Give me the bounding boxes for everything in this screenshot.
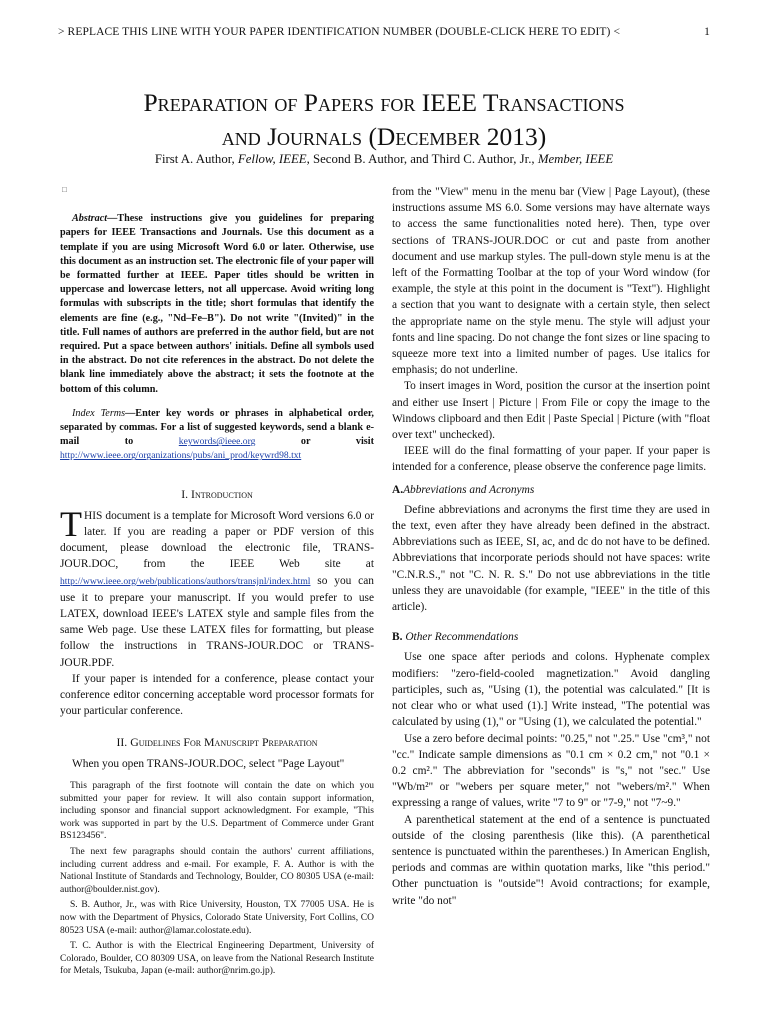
- recommendations-paragraph-3: A parenthetical statement at the end of a sentence is punctuated outside of the closing parenthesis (like this). (A parenthetical sentence is punctuated within the parentheses.) In American English, periods and commas are within quotation marks, like "this period." Other punctuation is "outside"! Avoid contractions; for example, write "do not": [392, 813, 710, 907]
- intro-p1-end: so you can use it to prepare your manuscript. If you would prefer to use LATEX, download IEEE's LATEX style and sample files from the same Web page. Use these LATEX files for formatting, but please follow the instructions in TRANS-JOUR.DOC or TRANS-JOUR.PDF.: [60, 574, 374, 669]
- abstract-body: —These instructions give you guidelines for preparing papers for IEEE Transactions and Journals. Use this document as a template if you are using Microsoft Word 6.0 or later. Otherwise, use this document as an instruction set. The electronic file of your paper will be formatted further at IEEE. Paper titles should be written in uppercase and lowercase letters, not all uppercase. Avoid writing long formulas with subscripts in the title; short formulas that identify the elements are fine (e.g., "Nd–Fe–B"). Do not write "(Invited)" in the title. Full names of authors are preferred in the author field, but are not required. Put a space between authors' initials. Define all symbols used in the abstract. Do not cite references in the abstract. Do not delete the blank line immediately above the abstract; it sets the footnote at the bottom of this column.: [60, 213, 374, 395]
- footnote-3: S. B. Author, Jr., was with Rice University, Houston, TX 77005 USA. He is now with the Department of Physics, Colorado State University, Fort Collins, CO 80523 USA (e-mail: author@lamar.colostate.edu).: [60, 900, 374, 936]
- subsection-b-title: Other Recommendations: [405, 631, 519, 644]
- index-terms: [60, 407, 374, 464]
- page-number: 1: [704, 26, 710, 38]
- header-text: > REPLACE THIS LINE WITH YOUR PAPER IDENTIFICATION NUMBER (DOUBLE-CLICK HERE TO EDIT) <: [58, 26, 621, 38]
- footnotes: [60, 780, 374, 981]
- authors-middle: , Second B. Author, and Third C. Author, Jr.,: [306, 152, 538, 166]
- index-terms-or-visit: or visit: [255, 436, 374, 448]
- guidelines-paragraph-1: When you open TRANS-JOUR.DOC, select "Page Layout": [72, 757, 345, 770]
- index-terms-label: Index Terms: [72, 407, 126, 419]
- intro-paragraph-2: If your paper is intended for a conference, please contact your conference editor concerning acceptable word processor formats for your particular conference.: [60, 672, 374, 718]
- abbreviations-paragraph: Define abbreviations and acronyms the first time they are used in the text, even after they have already been defined in the abstract. Abbreviations such as IEEE, SI, ac, and dc do not have to be defined. Abbreviations that incorporate periods should not have spaces: write "C.N.R.S.," not "C. N. R. S." Do not use abbreviations in the title unless they are unavoidable (for example, "IEEE" in the title of this article).: [392, 503, 710, 614]
- intro-paragraph-1: [60, 503, 374, 671]
- drop-cap: T: [60, 503, 82, 544]
- subsection-b-letter: B.: [392, 631, 403, 644]
- keywords-url-link[interactable]: http://www.ieee.org/organizations/pubs/ani_prod/keywrd98.txt: [60, 450, 302, 462]
- recommendations-paragraph-1: Use one space after periods and colons. Hyphenate complex modifiers: "zero-field-cooled magnetization." Avoid dangling participles, such as, "Using (1), the potential was calculated." [It is not clear who or what used (1).] Write instead, "The potential was calculated by using (1)," or "Using (1), we calculated the potential.": [392, 651, 710, 729]
- intro-p1-start: HIS document is a template for Microsoft Word versions 6.0 or later. If you are reading a paper or PDF version of this document, please download the electronic file, TRANS-JOUR.DOC, from the IEEE Web site at: [60, 509, 374, 571]
- keywords-email-link[interactable]: keywords@ieee.org: [178, 436, 256, 448]
- paper-title: [0, 86, 768, 154]
- abstract: [60, 212, 374, 397]
- author-line: [0, 152, 768, 167]
- title-line-2: and Journals (December 2013): [221, 122, 547, 151]
- subsection-heading-abbreviations: [392, 482, 710, 498]
- section-heading-introduction: I. Introduction: [181, 486, 253, 501]
- index-terms-body: —Enter key words or phrases in alphabetical order, separated by commas. For a list of suggested keywords, send a blank e-mail to: [60, 407, 374, 448]
- author-1: First A. Author,: [154, 152, 238, 166]
- title-line-1: Preparation of Papers for IEEE Transactions: [143, 88, 625, 117]
- abstract-label: Abstract: [72, 213, 108, 225]
- subsection-heading-recommendations: [392, 629, 710, 645]
- blank-line-marker: □: [62, 185, 67, 194]
- left-column: [60, 184, 374, 772]
- footnote-2: The next few paragraphs should contain the authors' current affiliations, including current address and e-mail. For example, F. A. Author is with the National Institute of Standards and Technology, Boulder, CO 80305 USA (e-mail: author@boulder.nist.gov).: [60, 846, 374, 895]
- author-1-affiliation: Fellow, IEEE: [237, 152, 307, 166]
- recommendations-paragraph-2: Use a zero before decimal points: "0.25," not ".25." Use "cm³," not "cc." Indicate sample dimensions as "0.1 cm × 0.2 cm," not "0.1 × 0.2 cm²." The abbreviation for "seconds" is "s," not "sec." Use "Wb/m²" or "webers per square meter," not "webers/m²." When expressing a range of values, write "7 to 9" or "7-9," not "7~9.": [392, 732, 710, 810]
- section-heading-guidelines: II. Guidelines For Manuscript Preparation: [116, 734, 318, 749]
- final-formatting-paragraph: IEEE will do the final formatting of your paper. If your paper is intended for a conference, please observe the conference page limits.: [392, 445, 710, 474]
- guidelines-continued: from the "View" menu in the menu bar (View | Page Layout), (these instructions assume MS 6.0. Some versions may have alternate ways to access the same functionalities noted here). Then, type over sections of TRANS-JOUR.DOC or cut and paste from another document and use markup styles. The pull-down style menu is at the left of the Formatting Toolbar at the top of your Word window (for example, the style at this point in the document is "Text"). Highlight a section that you want to designate with a certain style, then select the appropriate name on the style menu. The style will adjust your fonts and line spacing. Do not change the font sizes or line spacing to squeeze more text into a limited number of pages. Use italics for emphasis; do not underline.: [392, 186, 710, 377]
- running-header: [58, 26, 710, 38]
- right-column: [392, 184, 710, 909]
- subsection-a-letter: A.: [392, 483, 404, 496]
- footnote-4: T. C. Author is with the Electrical Engineering Department, University of Colorado, Boulder, CO 80309 USA, on leave from the National Research Institute for Metals, Tsukuba, Japan (e-mail: author@nrim.go.jp).: [60, 941, 374, 977]
- subsection-a-title: Abbreviations and Acronyms: [403, 483, 535, 496]
- author-3-affiliation: Member, IEEE: [537, 152, 614, 166]
- footnote-1: This paragraph of the first footnote will contain the date on which you submitted your paper for review. It will also contain support information, including sponsor and financial support acknowledgment. For example, "This work was supported in part by the U.S. Department of Commerce under Grant BS123456".: [60, 781, 374, 842]
- insert-images-paragraph: To insert images in Word, position the cursor at the insertion point and either use Insert | Picture | From File or copy the image to the Windows clipboard and then Edit | Paste Special | Picture (with "float over text" unchecked).: [392, 380, 710, 442]
- template-url-link[interactable]: http://www.ieee.org/web/publications/authors/transjnl/index.html: [60, 575, 311, 587]
